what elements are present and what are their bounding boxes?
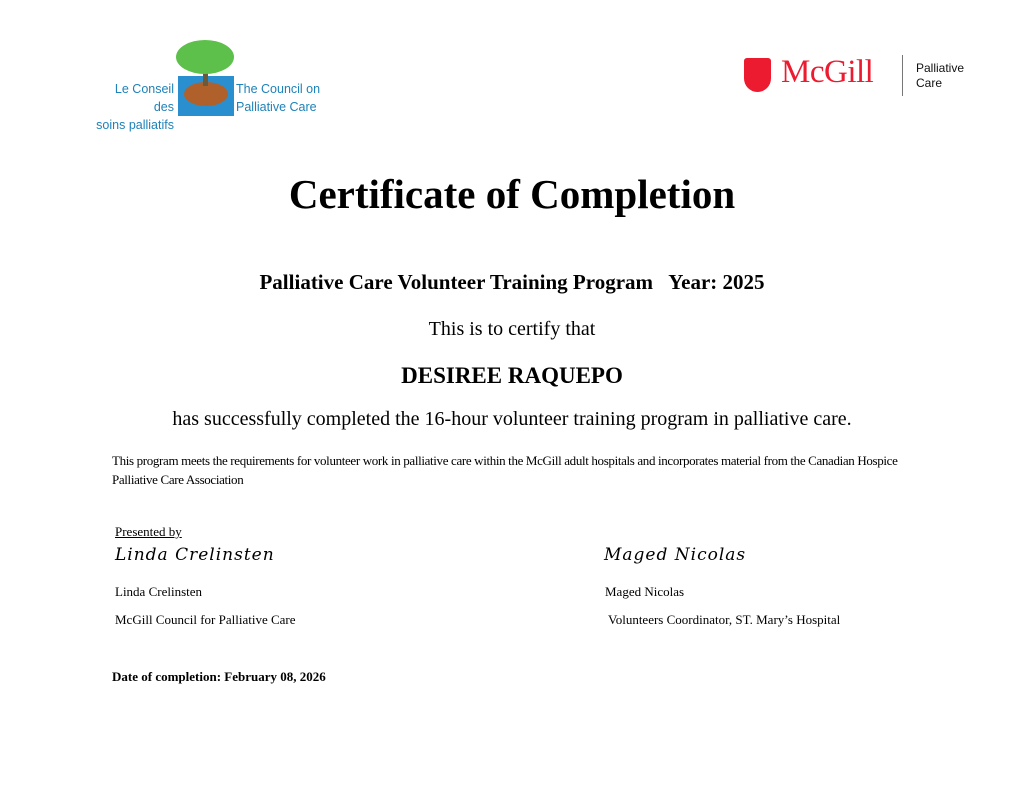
certify-text: This is to certify that <box>428 318 596 340</box>
program-name: Palliative Care Volunteer Training Program <box>259 270 654 294</box>
mcgill-sub-line1: Palliative <box>916 61 965 75</box>
right-signatory-role: Volunteers Coordinator, ST. Mary’s Hospital <box>608 612 841 627</box>
recipient-name: DESIREE RAQUEPO <box>401 363 623 388</box>
logo-fr-line2: soins palliatifs <box>96 118 174 132</box>
logo-fr-line1: Le Conseil des <box>114 82 174 114</box>
mcgill-shield-icon <box>744 58 771 92</box>
program-line <box>0 270 1024 295</box>
left-signatory-role: McGill Council for Palliative Care <box>115 612 296 627</box>
right-signature: Maged Nicolas <box>604 545 747 565</box>
mcgill-wordmark: McGill <box>781 54 874 90</box>
mcgill-palliative-care-logo <box>744 55 974 97</box>
council-palliative-care-logo <box>92 38 324 132</box>
presented-by-label: Presented by <box>115 524 182 539</box>
left-signatory-name: Linda Crelinsten <box>115 584 203 599</box>
tree-canopy-icon <box>176 40 234 74</box>
logo-divider <box>902 55 903 96</box>
date-of-completion: Date of completion: February 08, 2026 <box>112 669 326 684</box>
logo-en-line2: Palliative Care <box>236 100 317 114</box>
certificate-title: Certificate of Completion <box>288 171 736 217</box>
completion-statement: has successfully completed the 16-hour volunteer training program in palliative care. <box>172 408 852 430</box>
mcgill-sub-line2: Care <box>916 76 943 90</box>
logo-en-line1: The Council on <box>236 82 321 96</box>
right-signatory-name: Maged Nicolas <box>605 584 685 599</box>
program-year: Year: 2025 <box>668 270 765 294</box>
program-note: This program meets the requirements for volunteer work in palliative care within the McGill adult hospitals and incorporates material from the Canadian Hospice Palliative Care Association <box>112 453 898 487</box>
left-signature: Linda Crelinsten <box>115 545 275 565</box>
